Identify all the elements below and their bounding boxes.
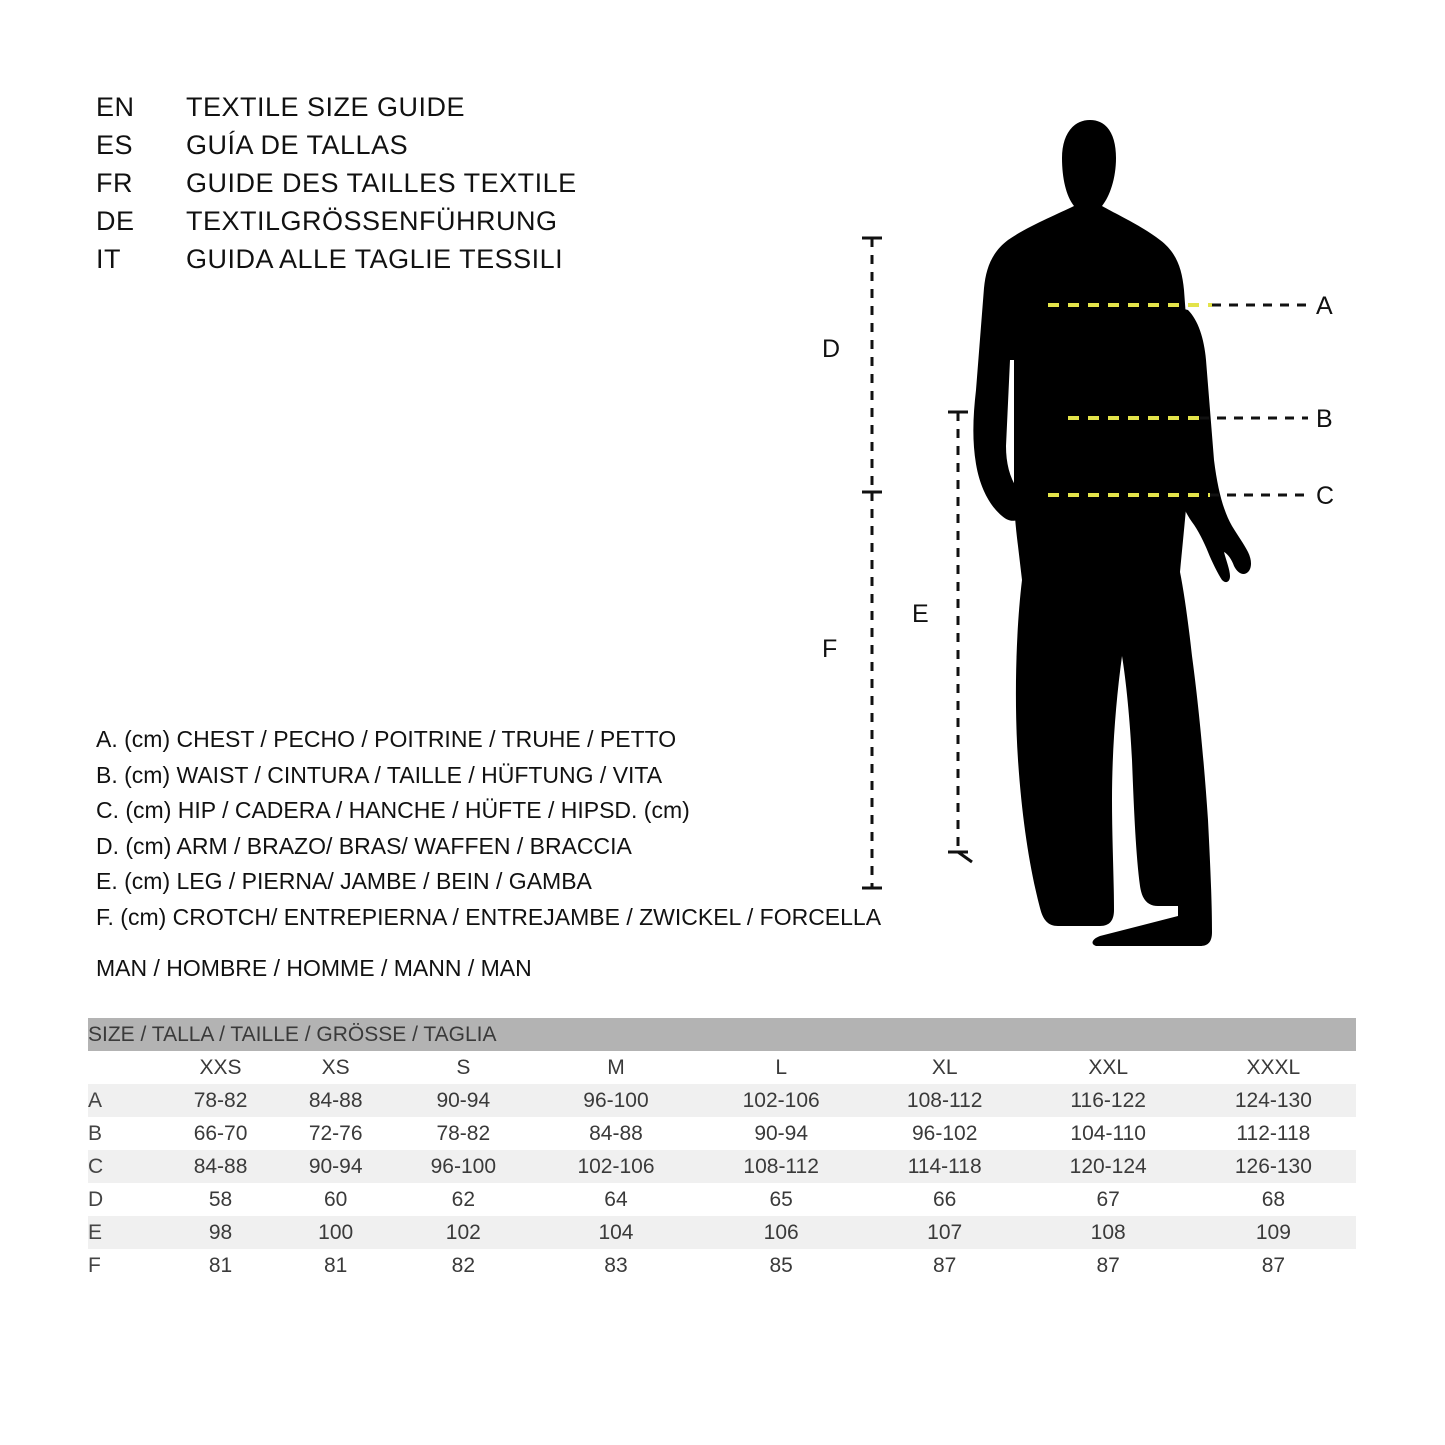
title-row bbox=[96, 164, 716, 202]
row-label-c: C bbox=[88, 1150, 163, 1183]
size-col-xxl: XXL bbox=[1026, 1051, 1191, 1084]
row-label-a: A bbox=[88, 1084, 163, 1117]
cell-c-xxl: 120-124 bbox=[1026, 1150, 1191, 1183]
cell-f-m: 83 bbox=[533, 1249, 698, 1282]
cell-a-xxxl: 124-130 bbox=[1191, 1084, 1356, 1117]
marker-label-a: A bbox=[1316, 292, 1333, 320]
cell-f-xxs: 81 bbox=[163, 1249, 278, 1282]
cell-f-xxl: 87 bbox=[1026, 1249, 1191, 1282]
size-col-s: S bbox=[393, 1051, 533, 1084]
cell-c-xs: 90-94 bbox=[278, 1150, 393, 1183]
legend-item-b: B. (cm) WAIST / CINTURA / TAILLE / HÜFTUNG / VITA bbox=[96, 761, 663, 788]
table-header-row bbox=[88, 1018, 1356, 1051]
dimension-label-f: F bbox=[822, 635, 838, 663]
size-table bbox=[88, 1018, 1356, 1282]
cell-a-m: 96-100 bbox=[533, 1084, 698, 1117]
cell-b-xs: 72-76 bbox=[278, 1117, 393, 1150]
size-col-l: L bbox=[699, 1051, 864, 1084]
title-row bbox=[96, 202, 716, 240]
gender-label: MAN / HOMBRE / HOMME / MANN / MAN bbox=[96, 955, 532, 981]
cell-d-xxxl: 68 bbox=[1191, 1183, 1356, 1216]
title-lang-en: EN bbox=[96, 92, 135, 122]
sizes-row-corner bbox=[88, 1051, 163, 1084]
cell-a-xl: 108-112 bbox=[864, 1084, 1026, 1117]
table-row bbox=[88, 1117, 1356, 1150]
table-row bbox=[88, 1216, 1356, 1249]
man-silhouette-shape bbox=[973, 120, 1251, 946]
title-text-fr: GUIDE DES TAILLES TEXTILE bbox=[186, 168, 577, 198]
cell-b-xl: 96-102 bbox=[864, 1117, 1026, 1150]
cell-b-xxs: 66-70 bbox=[163, 1117, 278, 1150]
marker-leader-lines bbox=[1200, 305, 1308, 495]
marker-label-c: C bbox=[1316, 482, 1335, 510]
cell-d-xs: 60 bbox=[278, 1183, 393, 1216]
title-block bbox=[96, 88, 716, 278]
cell-d-m: 64 bbox=[533, 1183, 698, 1216]
cell-f-xl: 87 bbox=[864, 1249, 1026, 1282]
cell-b-xxl: 104-110 bbox=[1026, 1117, 1191, 1150]
legend-item-d: D. (cm) ARM / BRAZO/ BRAS/ WAFFEN / BRACCIA bbox=[96, 832, 632, 859]
title-lang-it: IT bbox=[96, 244, 121, 274]
title-row bbox=[96, 126, 716, 164]
cell-f-s: 82 bbox=[393, 1249, 533, 1282]
cell-d-s: 62 bbox=[393, 1183, 533, 1216]
cell-e-xl: 107 bbox=[864, 1216, 1026, 1249]
size-col-xxs: XXS bbox=[163, 1051, 278, 1084]
title-text-it: GUIDA ALLE TAGLIE TESSILI bbox=[186, 244, 564, 274]
cell-c-s: 96-100 bbox=[393, 1150, 533, 1183]
size-col-xxxl: XXXL bbox=[1191, 1051, 1356, 1084]
title-text-es: GUÍA DE TALLAS bbox=[186, 130, 409, 160]
cell-b-m: 84-88 bbox=[533, 1117, 698, 1150]
row-label-b: B bbox=[88, 1117, 163, 1150]
legend-item-f: F. (cm) CROTCH/ ENTREPIERNA / ENTREJAMBE / ZWICKEL / FORCELLA bbox=[96, 903, 882, 930]
cell-c-m: 102-106 bbox=[533, 1150, 698, 1183]
table-row bbox=[88, 1183, 1356, 1216]
table-sizes-row bbox=[88, 1051, 1356, 1084]
table-row bbox=[88, 1150, 1356, 1183]
cell-b-l: 90-94 bbox=[699, 1117, 864, 1150]
cell-b-xxxl: 112-118 bbox=[1191, 1117, 1356, 1150]
title-lang-de: DE bbox=[96, 206, 135, 236]
cell-f-xs: 81 bbox=[278, 1249, 393, 1282]
table-row bbox=[88, 1084, 1356, 1117]
cell-c-xxs: 84-88 bbox=[163, 1150, 278, 1183]
dimension-label-d: D bbox=[822, 335, 841, 363]
cell-d-xxl: 67 bbox=[1026, 1183, 1191, 1216]
cell-b-s: 78-82 bbox=[393, 1117, 533, 1150]
cell-e-m: 104 bbox=[533, 1216, 698, 1249]
cell-c-l: 108-112 bbox=[699, 1150, 864, 1183]
cell-a-l: 102-106 bbox=[699, 1084, 864, 1117]
title-text-de: TEXTILGRÖSSENFÜHRUNG bbox=[186, 206, 558, 236]
cell-f-l: 85 bbox=[699, 1249, 864, 1282]
cell-f-xxxl: 87 bbox=[1191, 1249, 1356, 1282]
cell-e-l: 106 bbox=[699, 1216, 864, 1249]
cell-a-xxs: 78-82 bbox=[163, 1084, 278, 1117]
cell-e-xxl: 108 bbox=[1026, 1216, 1191, 1249]
legend-item-c: C. (cm) HIP / CADERA / HANCHE / HÜFTE / HIPSD. (cm) bbox=[96, 797, 690, 823]
legend-item-e: E. (cm) LEG / PIERNA/ JAMBE / BEIN / GAMBA bbox=[96, 868, 592, 894]
cell-e-xxxl: 109 bbox=[1191, 1216, 1356, 1249]
dimension-bars bbox=[862, 238, 972, 888]
row-label-f: F bbox=[88, 1249, 163, 1282]
table-header-label: SIZE / TALLA / TAILLE / GRÖSSE / TAGLIA bbox=[88, 1018, 1356, 1051]
cell-c-xxxl: 126-130 bbox=[1191, 1150, 1356, 1183]
cell-d-xl: 66 bbox=[864, 1183, 1026, 1216]
cell-d-xxs: 58 bbox=[163, 1183, 278, 1216]
cell-e-s: 102 bbox=[393, 1216, 533, 1249]
cell-e-xs: 100 bbox=[278, 1216, 393, 1249]
title-row bbox=[96, 240, 716, 278]
title-text-en: TEXTILE SIZE GUIDE bbox=[186, 92, 466, 122]
row-label-e: E bbox=[88, 1216, 163, 1249]
marker-label-b: B bbox=[1316, 405, 1333, 433]
cell-d-l: 65 bbox=[699, 1183, 864, 1216]
size-col-m: M bbox=[533, 1051, 698, 1084]
size-col-xl: XL bbox=[864, 1051, 1026, 1084]
table-row bbox=[88, 1249, 1356, 1282]
cell-e-xxs: 98 bbox=[163, 1216, 278, 1249]
measurement-legend bbox=[96, 722, 896, 935]
cell-c-xl: 114-118 bbox=[864, 1150, 1026, 1183]
legend-item-a: A. (cm) CHEST / PECHO / POITRINE / TRUHE / PETTO bbox=[96, 726, 677, 752]
title-lang-es: ES bbox=[96, 130, 134, 160]
dimension-label-e: E bbox=[912, 600, 929, 628]
size-col-xs: XS bbox=[278, 1051, 393, 1084]
cell-a-s: 90-94 bbox=[393, 1084, 533, 1117]
row-label-d: D bbox=[88, 1183, 163, 1216]
silhouette-figure bbox=[800, 60, 1400, 960]
title-row bbox=[96, 88, 716, 126]
size-diagram bbox=[800, 60, 1400, 960]
cell-a-xs: 84-88 bbox=[278, 1084, 393, 1117]
title-lang-fr: FR bbox=[96, 168, 133, 198]
cell-a-xxl: 116-122 bbox=[1026, 1084, 1191, 1117]
